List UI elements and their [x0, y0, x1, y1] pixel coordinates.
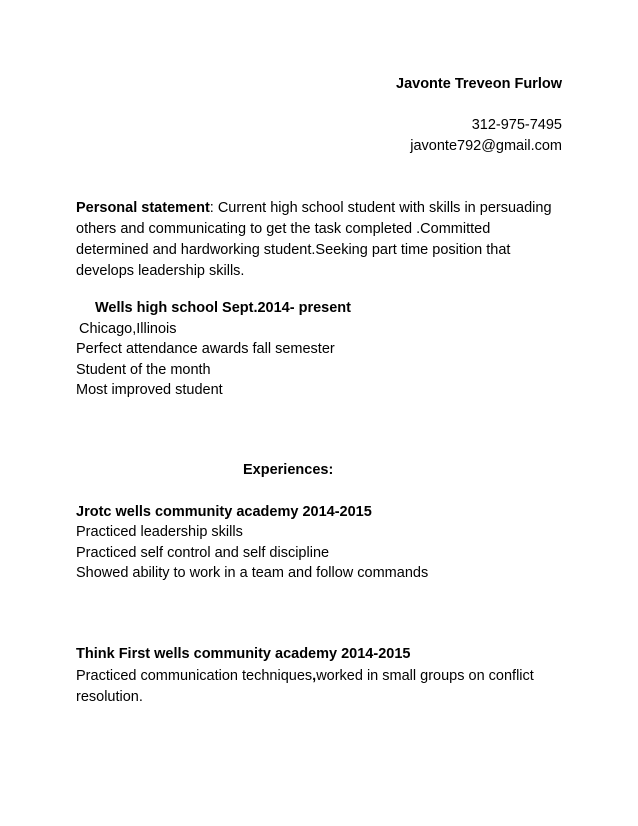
experience-title: Think First wells community academy 2014-2015 — [76, 646, 411, 662]
experience-item: Showed ability to work in a team and follow commands — [76, 565, 429, 581]
education-item: Most improved student — [76, 382, 223, 398]
school-location: Chicago,Illinois — [79, 321, 177, 337]
personal-statement-text: : Current high school student with skills in persuading others and communicating to get the task completed .Committed determined and hardworking student.Seeking part time position that develops leadership skills. — [76, 200, 552, 279]
email-address: javonte792@gmail.com — [410, 138, 562, 154]
personal-statement — [76, 198, 566, 282]
school-heading: Wells high school Sept.2014- present — [95, 300, 351, 316]
experience-item: Practiced self control and self discipline — [76, 545, 330, 561]
phone-number: 312-975-7495 — [471, 117, 562, 133]
experiences-heading: Experiences: — [243, 462, 334, 478]
experience-title: Jrotc wells community academy 2014-2015 — [76, 504, 372, 520]
experience-text: worked in small groups on conflict resolution. — [76, 668, 534, 705]
experience-comma: , — [312, 668, 317, 684]
experience-description — [76, 666, 566, 708]
resume-name: Javonte Treveon Furlow — [396, 76, 562, 92]
experience-item: Practiced leadership skills — [76, 524, 243, 540]
experience-text: Practiced communication techniques — [76, 668, 313, 684]
education-item: Student of the month — [76, 362, 211, 378]
personal-statement-label: Personal statement — [76, 200, 210, 216]
education-item: Perfect attendance awards fall semester — [76, 341, 335, 357]
